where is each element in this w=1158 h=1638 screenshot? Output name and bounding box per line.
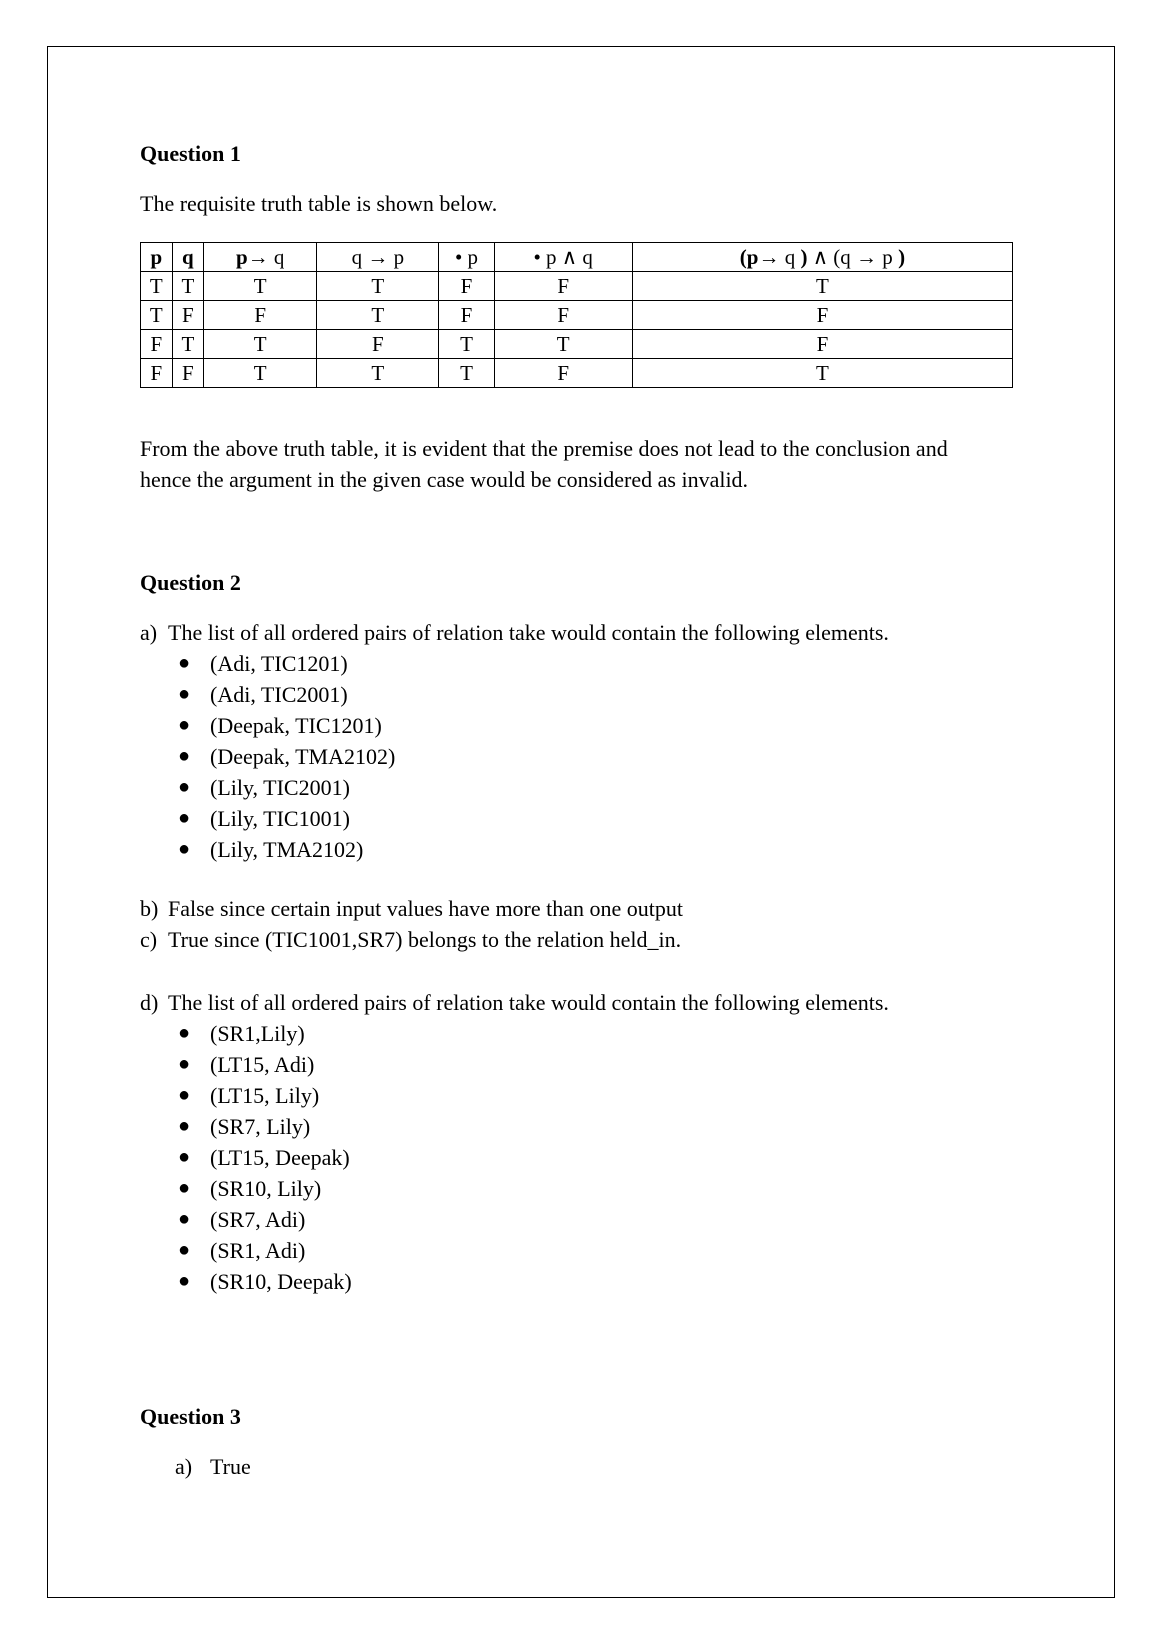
- part-a-pair-list: [178, 648, 395, 865]
- truth-table-cell: F: [494, 272, 632, 301]
- truth-table-cell: F: [172, 301, 204, 330]
- list-item: [178, 741, 395, 772]
- question-2-part-c: [140, 924, 681, 955]
- list-item: [178, 1235, 352, 1266]
- truth-table-cell: T: [494, 330, 632, 359]
- list-item: [178, 1142, 352, 1173]
- truth-table-row: [141, 359, 1013, 388]
- bullet-icon: ●: [178, 1022, 191, 1044]
- truth-table-row: [141, 330, 1013, 359]
- truth-table-header-3: [204, 243, 317, 272]
- bullet-icon: ●: [178, 652, 191, 674]
- truth-table-row: [141, 272, 1013, 301]
- part-b-text: False since certain input values have more than one output: [168, 896, 684, 921]
- bullet-icon: ●: [178, 1115, 191, 1137]
- truth-table-cell: T: [141, 272, 173, 301]
- header-text-part: p: [235, 245, 248, 269]
- list-item-text: (LT15, Deepak): [210, 1145, 350, 1170]
- list-item-text: (Lily, TIC1001): [210, 806, 350, 831]
- bullet-icon: ●: [178, 776, 191, 798]
- header-text-part: • p: [454, 245, 479, 269]
- question-1-conclusion-line-2: hence the argument in the given case would be considered as invalid.: [140, 467, 749, 492]
- list-item-text: (SR10, Lily): [210, 1176, 322, 1201]
- truth-table-cell: T: [317, 272, 439, 301]
- truth-table-cell: F: [439, 301, 494, 330]
- bullet-icon: ●: [178, 838, 191, 860]
- truth-table-cell: F: [439, 272, 494, 301]
- truth-table-cell: T: [204, 272, 317, 301]
- list-item-text: (SR1,Lily): [210, 1021, 305, 1046]
- question-2-part-b: [140, 893, 683, 924]
- truth-table-cell: T: [317, 359, 439, 388]
- truth-table-header-row: [141, 243, 1013, 272]
- list-item: [178, 772, 395, 803]
- list-item-text: (SR7, Adi): [210, 1207, 306, 1232]
- header-text-part: q → p: [351, 245, 405, 269]
- bullet-icon: ●: [178, 683, 191, 705]
- list-item-text: (LT15, Lily): [210, 1083, 320, 1108]
- list-item: [178, 1204, 352, 1235]
- header-text-part: • p ∧ q: [533, 245, 593, 269]
- part-c-marker: c): [140, 927, 158, 952]
- part-d-text: The list of all ordered pairs of relation take would contain the following elements.: [168, 990, 889, 1015]
- header-text-part: → q: [758, 245, 801, 269]
- list-item: [178, 1080, 352, 1111]
- header-text-part: (p: [739, 245, 759, 269]
- part-b-marker: b): [140, 896, 159, 921]
- bullet-icon: ●: [178, 1208, 191, 1230]
- truth-table-header-5: [439, 243, 494, 272]
- truth-table-cell: F: [204, 301, 317, 330]
- truth-table-cell: F: [632, 301, 1012, 330]
- truth-table-cell: T: [172, 272, 204, 301]
- truth-table-cell: T: [439, 330, 494, 359]
- part-d-marker: d): [140, 990, 159, 1015]
- question-1-heading: Question 1: [140, 141, 241, 166]
- truth-table-cell: F: [632, 330, 1012, 359]
- truth-table-cell: F: [317, 330, 439, 359]
- list-item: [178, 1266, 352, 1297]
- bullet-icon: ●: [178, 1084, 191, 1106]
- list-item-text: (Adi, TIC1201): [210, 651, 348, 676]
- list-item: [178, 648, 395, 679]
- q3-part-a-marker: a): [175, 1454, 193, 1479]
- bullet-icon: ●: [178, 745, 191, 767]
- truth-table: [140, 242, 1013, 388]
- header-text-part: ): [800, 245, 808, 269]
- list-item: [178, 803, 395, 834]
- truth-table-header-7: [632, 243, 1012, 272]
- list-item: [178, 834, 395, 865]
- truth-table-cell: T: [172, 330, 204, 359]
- bullet-icon: ●: [178, 1239, 191, 1261]
- bullet-icon: ●: [178, 1270, 191, 1292]
- list-item: [178, 1049, 352, 1080]
- truth-table-cell: T: [141, 301, 173, 330]
- list-item-text: (Lily, TIC2001): [210, 775, 350, 800]
- truth-table-cell: T: [204, 359, 317, 388]
- list-item-text: (SR10, Deepak): [210, 1269, 352, 1294]
- part-a-text: The list of all ordered pairs of relation take would contain the following elements.: [168, 620, 889, 645]
- question-1-conclusion-line-1: From the above truth table, it is evident that the premise does not lead to the conclusion and: [140, 436, 948, 461]
- list-item: [178, 679, 395, 710]
- header-text-part: p: [150, 245, 163, 269]
- truth-table-header-1: [141, 243, 173, 272]
- truth-table-cell: F: [141, 359, 173, 388]
- list-item: [178, 1173, 352, 1204]
- part-c-text: True since (TIC1001,SR7) belongs to the relation held_in.: [168, 927, 682, 952]
- bullet-icon: ●: [178, 807, 191, 829]
- truth-table-body: [141, 272, 1013, 388]
- truth-table-header-4: [317, 243, 439, 272]
- part-d-pair-list: [178, 1018, 352, 1297]
- truth-table-row: [141, 301, 1013, 330]
- header-text-part: → q: [247, 245, 285, 269]
- list-item: [178, 1018, 352, 1049]
- bullet-icon: ●: [178, 1177, 191, 1199]
- bullet-icon: ●: [178, 1053, 191, 1075]
- question-1-intro: The requisite truth table is shown below.: [140, 191, 498, 216]
- list-item-text: (LT15, Adi): [210, 1052, 315, 1077]
- question-2-heading: Question 2: [140, 570, 241, 595]
- list-item: [178, 710, 395, 741]
- truth-table-header-6: [494, 243, 632, 272]
- truth-table-cell: T: [204, 330, 317, 359]
- header-text-part: ): [898, 245, 906, 269]
- header-text-part: q: [182, 245, 194, 269]
- header-text-part: ∧ (q → p: [807, 245, 899, 269]
- truth-table-cell: F: [494, 359, 632, 388]
- list-item-text: (Adi, TIC2001): [210, 682, 348, 707]
- question-2-part-d: [140, 987, 889, 1018]
- question-3-heading: Question 3: [140, 1404, 241, 1429]
- list-item-text: (SR7, Lily): [210, 1114, 311, 1139]
- truth-table-cell: F: [494, 301, 632, 330]
- list-item-text: (SR1, Adi): [210, 1238, 306, 1263]
- question-2-part-a: [140, 617, 889, 648]
- list-item-text: (Lily, TMA2102): [210, 837, 364, 862]
- truth-table-cell: T: [632, 272, 1012, 301]
- truth-table-cell: T: [632, 359, 1012, 388]
- truth-table-header-2: [172, 243, 204, 272]
- question-3-part-a: [175, 1451, 251, 1482]
- q3-part-a-text: True: [210, 1454, 251, 1479]
- bullet-icon: ●: [178, 1146, 191, 1168]
- truth-table-cell: T: [317, 301, 439, 330]
- truth-table-cell: F: [141, 330, 173, 359]
- bullet-icon: ●: [178, 714, 191, 736]
- truth-table-cell: T: [439, 359, 494, 388]
- list-item-text: (Deepak, TMA2102): [210, 744, 396, 769]
- list-item-text: (Deepak, TIC1201): [210, 713, 382, 738]
- list-item: [178, 1111, 352, 1142]
- part-a-marker: a): [140, 620, 158, 645]
- truth-table-cell: F: [172, 359, 204, 388]
